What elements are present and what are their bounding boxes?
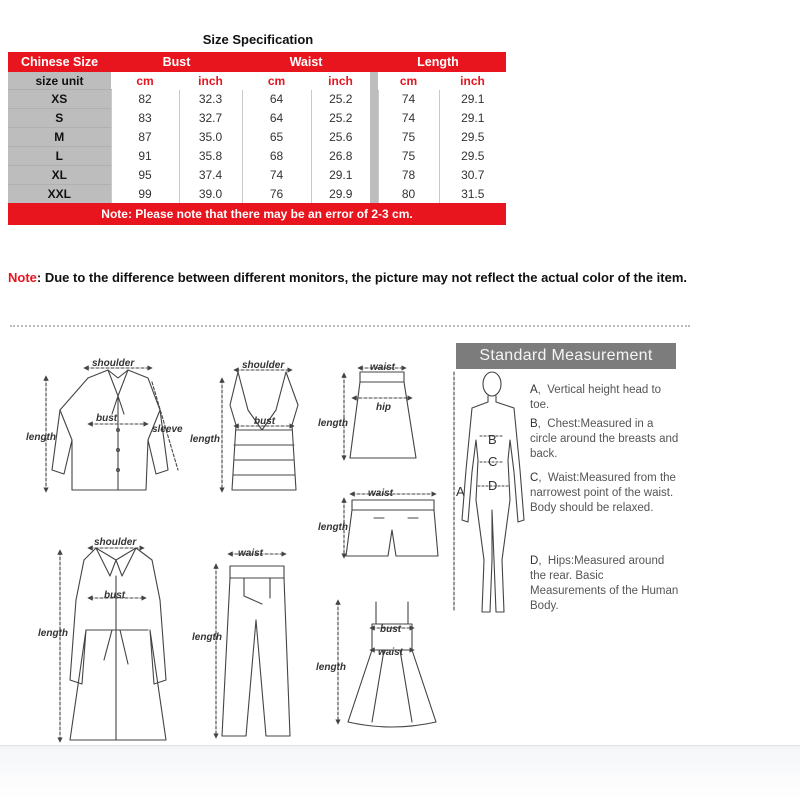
table-cell: 74 <box>242 166 311 185</box>
dress-diagram <box>338 602 436 727</box>
table-cell: 25.2 <box>311 90 370 109</box>
size-spec-table <box>8 52 506 225</box>
blouse-shoulder-label: shoulder <box>92 358 135 369</box>
table-cell: 74 <box>378 109 439 128</box>
measurement-definition-b: B, Chest:Measured in a circle around the breasts and back. <box>530 418 679 460</box>
definition-text: Vertical height head to toe. <box>530 384 662 411</box>
table-header-row <box>8 52 506 72</box>
column-gap <box>370 185 378 204</box>
dotted-divider <box>10 325 690 327</box>
size-label: S <box>8 109 111 128</box>
skirt-length-label: length <box>318 418 348 429</box>
shorts-waist-label: waist <box>368 488 394 499</box>
tank-bust-label: bust <box>254 416 276 427</box>
measurement-definition-a: A, Vertical height head to toe. <box>530 384 662 411</box>
definition-text: Chest:Measured in a circle around the breasts and back. <box>530 418 679 460</box>
blouse-bust-label: bust <box>96 413 118 424</box>
blouse-length-label: length <box>26 432 56 443</box>
monitor-color-note <box>8 270 687 285</box>
footer-divider <box>0 745 800 746</box>
table-cell: 39.0 <box>179 185 242 204</box>
table-cell: 87 <box>111 128 179 147</box>
table-cell: 29.1 <box>311 166 370 185</box>
dress-length-label: length <box>316 662 346 673</box>
column-gap <box>370 109 378 128</box>
table-row <box>8 147 506 166</box>
table-cell: 35.8 <box>179 147 242 166</box>
unit-row <box>8 72 506 90</box>
table-row <box>8 90 506 109</box>
table-note-row <box>8 203 506 225</box>
tank-shoulder-label: shoulder <box>242 360 285 371</box>
unit-cell: cm <box>378 72 439 90</box>
skirt-diagram <box>344 368 416 458</box>
tank-length-label: length <box>190 434 220 445</box>
pants-length-label: length <box>192 632 222 643</box>
unit-cell: cm <box>111 72 179 90</box>
table-cell: 74 <box>378 90 439 109</box>
dress-waist-label: waist <box>378 647 404 658</box>
shorts-length-label: length <box>318 522 348 533</box>
header-length: Length <box>370 52 506 72</box>
unit-cell: inch <box>439 72 506 90</box>
table-cell: 35.0 <box>179 128 242 147</box>
table-cell: 29.9 <box>311 185 370 204</box>
size-label: M <box>8 128 111 147</box>
coat-diagram <box>60 548 166 740</box>
note-label: Note <box>8 270 37 285</box>
skirt-hip-label: hip <box>376 402 391 413</box>
column-gap <box>370 128 378 147</box>
blouse-sleeve-label: sleeve <box>152 424 183 435</box>
table-row <box>8 109 506 128</box>
table-row <box>8 128 506 147</box>
table-cell: 78 <box>378 166 439 185</box>
unit-cell: inch <box>311 72 370 90</box>
table-cell: 31.5 <box>439 185 506 204</box>
unit-cell: inch <box>179 72 242 90</box>
table-cell: 32.3 <box>179 90 242 109</box>
table-cell: 65 <box>242 128 311 147</box>
table-cell: 25.6 <box>311 128 370 147</box>
table-cell: 25.2 <box>311 109 370 128</box>
table-row <box>8 166 506 185</box>
garment-measurement-diagram <box>0 330 800 750</box>
size-spec-title: Size Specification <box>202 32 314 47</box>
table-cell: 83 <box>111 109 179 128</box>
figure-letter-a: A <box>456 484 465 499</box>
column-gap <box>370 147 378 166</box>
pants-waist-label: waist <box>238 548 264 559</box>
footer-band <box>0 745 800 800</box>
table-cell: 32.7 <box>179 109 242 128</box>
table-cell: 99 <box>111 185 179 204</box>
unit-label: size unit <box>8 72 111 90</box>
table-cell: 29.1 <box>439 109 506 128</box>
table-cell: 30.7 <box>439 166 506 185</box>
measurement-definition-d: D, Hips:Measured around the rear. Basic Measurements of the Human Body. <box>530 555 679 612</box>
figure-letter-c: C <box>488 454 498 469</box>
column-gap <box>370 166 378 185</box>
header-waist: Waist <box>242 52 370 72</box>
dress-bust-label: bust <box>380 624 402 635</box>
table-cell: 91 <box>111 147 179 166</box>
coat-shoulder-label: shoulder <box>94 537 137 548</box>
figure-letter-b: B <box>488 432 497 447</box>
table-cell: 37.4 <box>179 166 242 185</box>
size-label: XL <box>8 166 111 185</box>
table-cell: 75 <box>378 147 439 166</box>
coat-length-label: length <box>38 628 68 639</box>
size-label: L <box>8 147 111 166</box>
definition-text: Hips:Measured around the rear. Basic Measurements of the Human Body. <box>530 555 679 612</box>
shorts-diagram <box>344 494 438 556</box>
table-cell: 26.8 <box>311 147 370 166</box>
header-bust: Bust <box>111 52 242 72</box>
definition-key: C <box>530 472 539 484</box>
table-cell: 80 <box>378 185 439 204</box>
unit-cell: cm <box>242 72 311 90</box>
table-cell: 95 <box>111 166 179 185</box>
standard-measurement-title: Standard Measurement <box>456 343 676 369</box>
size-label: XS <box>8 90 111 109</box>
figure-letter-d: D <box>488 478 498 493</box>
table-cell: 29.1 <box>439 90 506 109</box>
measurement-definition-c: C, Waist:Measured from the narrowest point of the waist. Body should be relaxed. <box>530 472 676 514</box>
definition-key: A <box>530 384 538 396</box>
table-cell: 76 <box>242 185 311 204</box>
coat-bust-label: bust <box>104 590 126 601</box>
note-text: : Due to the difference between different monitors, the picture may not reflect the actual color of the item. <box>36 270 687 285</box>
table-row <box>8 185 506 204</box>
definition-text: Waist:Measured from the narrowest point of the waist. Body should be relaxed. <box>530 472 676 514</box>
definition-key: D <box>530 555 539 567</box>
skirt-waist-label: waist <box>370 362 396 373</box>
table-cell: 29.5 <box>439 147 506 166</box>
definition-key: B <box>530 418 538 430</box>
column-gap <box>370 90 378 109</box>
table-cell: 64 <box>242 90 311 109</box>
table-cell: 29.5 <box>439 128 506 147</box>
size-label: XXL <box>8 185 111 204</box>
table-cell: 64 <box>242 109 311 128</box>
header-chinese-size: Chinese Size <box>8 52 111 72</box>
table-cell: 75 <box>378 128 439 147</box>
table-note: Note: Please note that there may be an error of 2-3 cm. <box>8 203 506 225</box>
table-cell: 68 <box>242 147 311 166</box>
tank-top-diagram <box>222 370 298 490</box>
pants-diagram <box>216 554 290 736</box>
column-gap <box>370 72 378 90</box>
table-cell: 82 <box>111 90 179 109</box>
